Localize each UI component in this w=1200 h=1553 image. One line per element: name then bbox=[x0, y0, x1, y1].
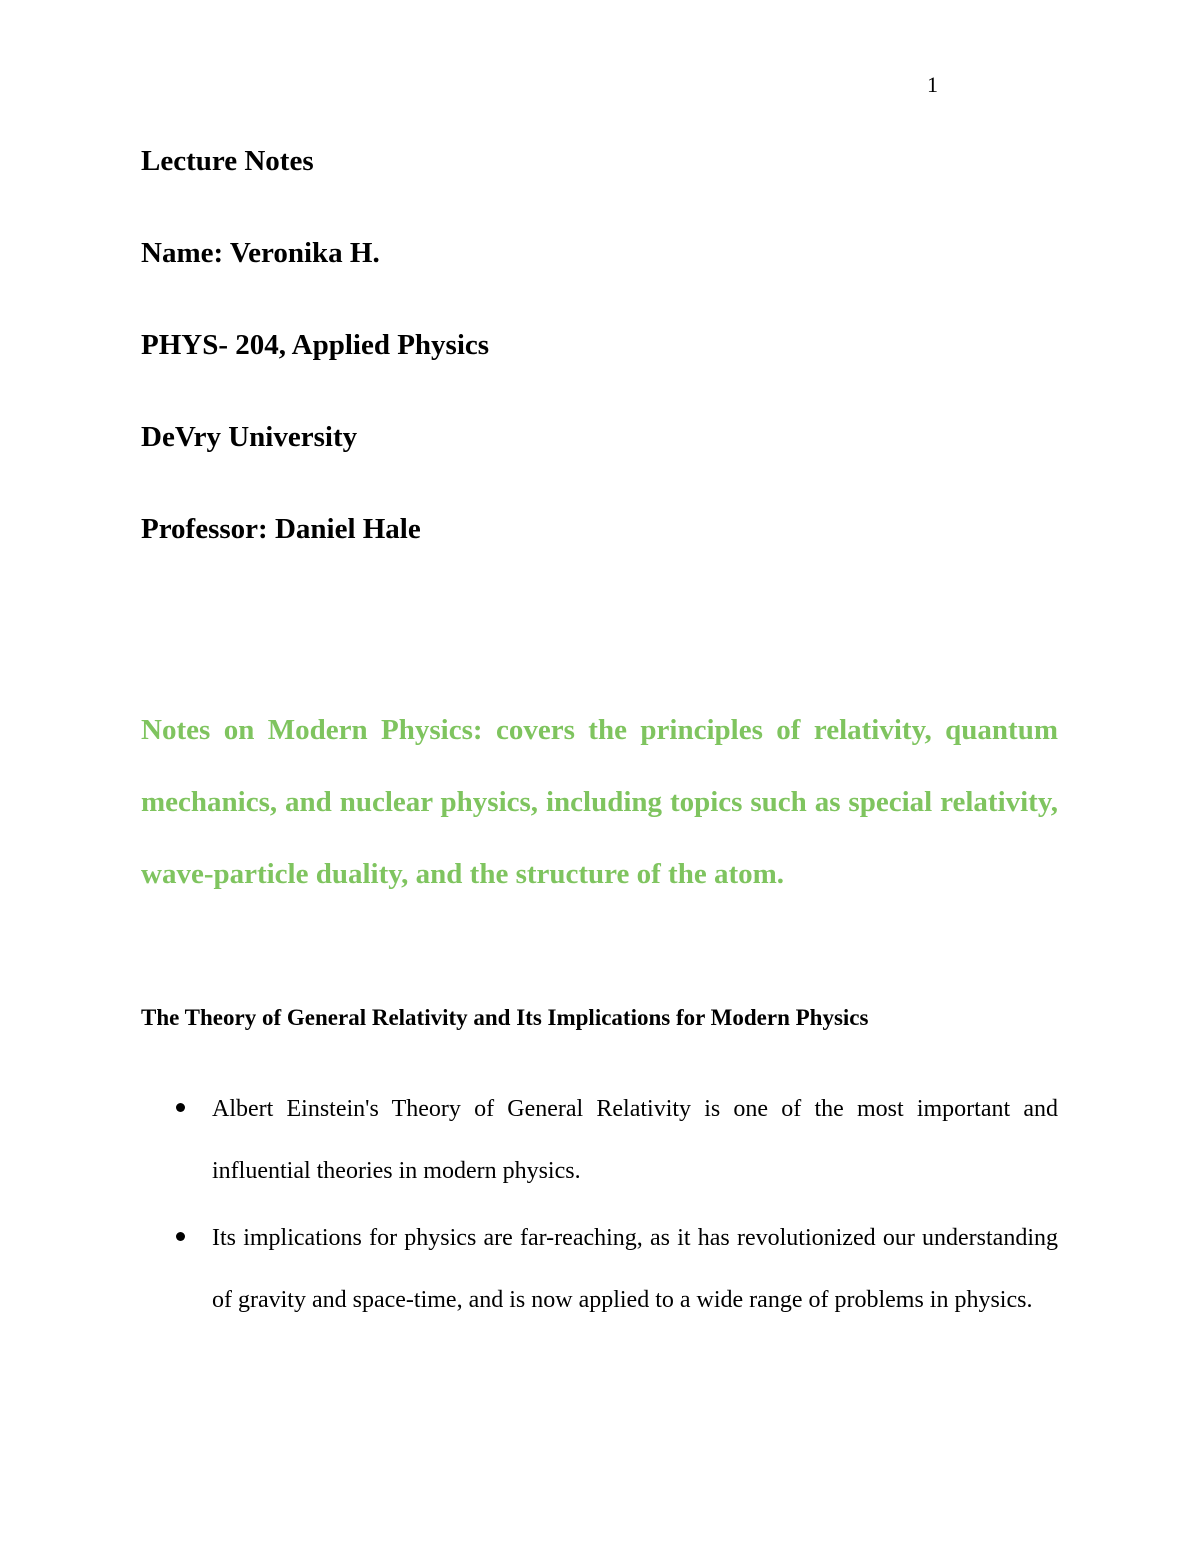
list-item bbox=[141, 1207, 1058, 1331]
document-title: Lecture Notes bbox=[141, 145, 314, 177]
summary-paragraph: Notes on Modern Physics: covers the principles of relativity, quantum mechanics, and nuclear physics, including topics such as special relativity, wave-particle duality, and the structure of the atom. bbox=[141, 714, 1058, 890]
list-item-text: Albert Einstein's Theory of General Relativity is one of the most important and influential theories in modern physics. bbox=[212, 1096, 1058, 1184]
course-name: PHYS- 204, Applied Physics bbox=[141, 329, 490, 361]
professor-name: Professor: Daniel Hale bbox=[141, 513, 421, 545]
bullet-icon bbox=[176, 1232, 185, 1241]
bullet-list bbox=[141, 1078, 1058, 1336]
section-title: The Theory of General Relativity and Its Implications for Modern Physics bbox=[141, 1005, 869, 1030]
page-number: 1 bbox=[927, 72, 938, 97]
list-item-text: Its implications for physics are far-reaching, as it has revolutionized our understanding of gravity and space-time, and is now applied to a wide range of problems in physics. bbox=[212, 1225, 1058, 1313]
bullet-icon bbox=[176, 1103, 185, 1112]
list-item bbox=[141, 1078, 1058, 1202]
institution-name: DeVry University bbox=[141, 421, 358, 453]
student-name: Name: Veronika H. bbox=[141, 237, 380, 269]
